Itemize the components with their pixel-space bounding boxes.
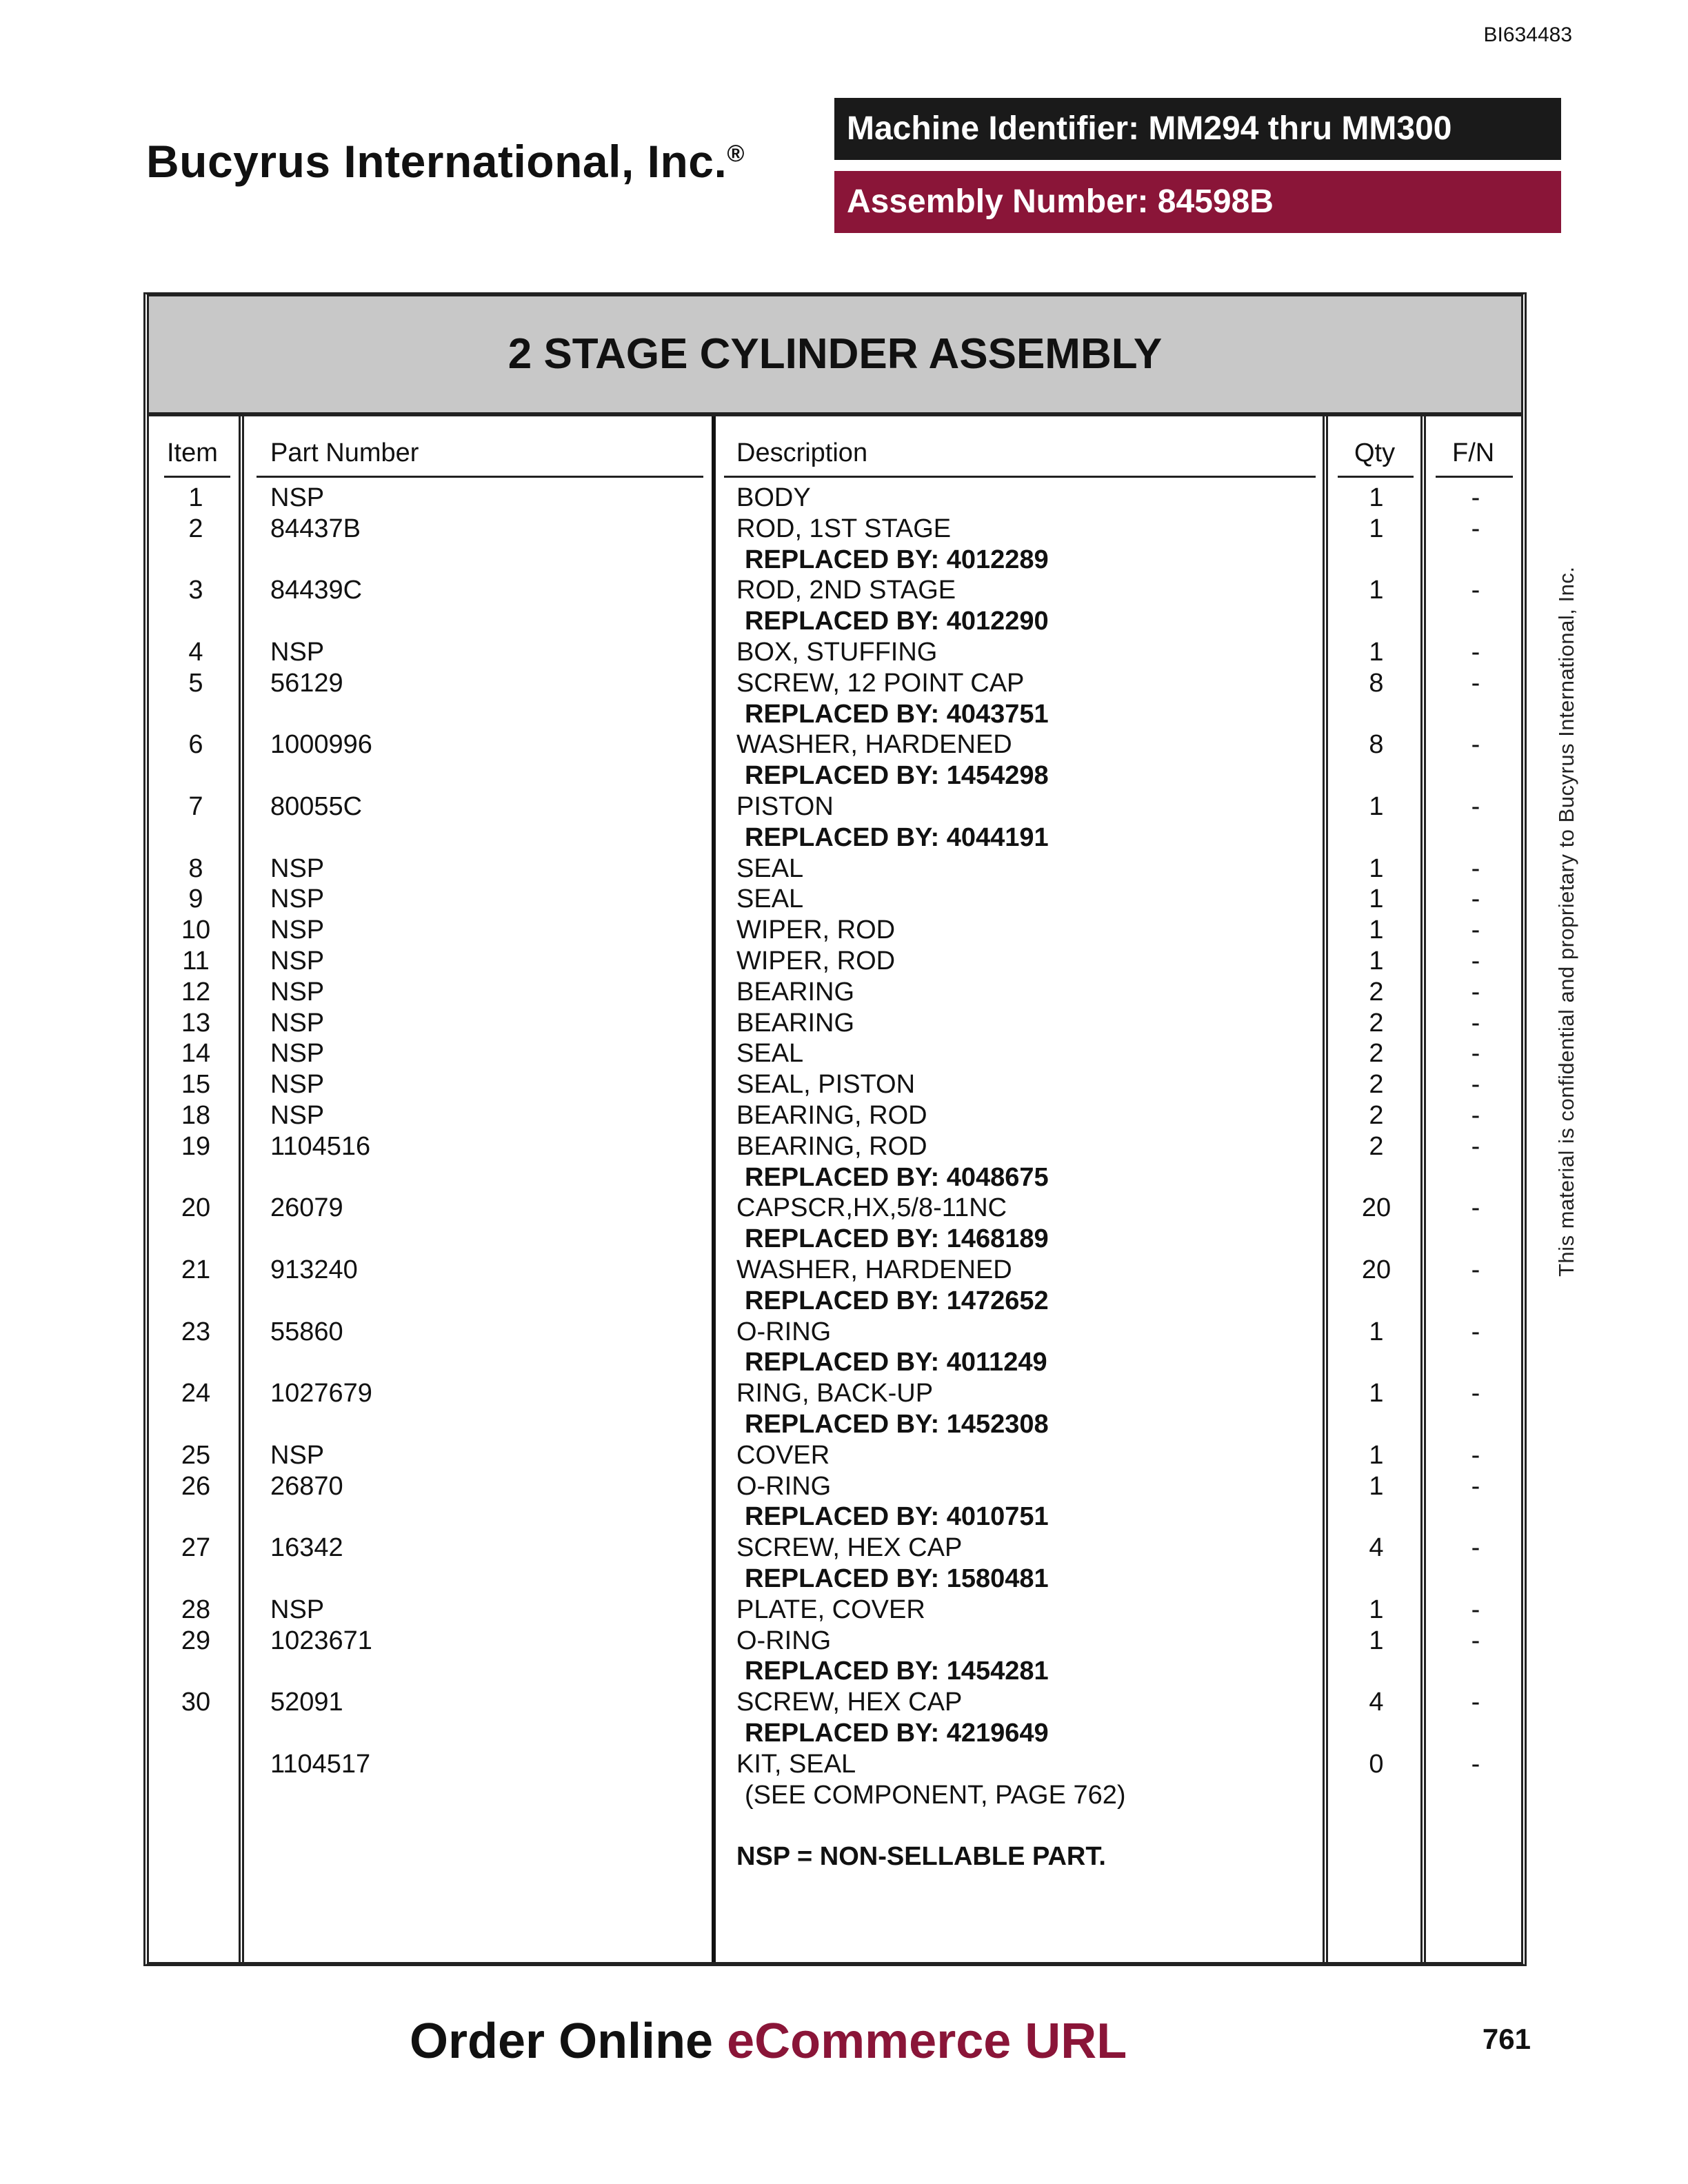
part-number: 80055C — [270, 792, 363, 821]
table-row — [0, 1008, 1688, 1038]
part-number: 1023671 — [270, 1626, 372, 1655]
quantity: 8 — [1369, 668, 1384, 698]
footnote: - — [1471, 792, 1480, 821]
part-number: 1027679 — [270, 1379, 372, 1408]
part-number: 1000996 — [270, 730, 372, 760]
description: WIPER, ROD — [736, 916, 896, 945]
table-row — [0, 1749, 1688, 1779]
description: WASHER, HARDENED — [736, 1255, 1012, 1284]
quantity: 8 — [1369, 730, 1384, 760]
footnote: - — [1471, 483, 1480, 512]
table-row — [0, 637, 1688, 667]
table-row — [0, 1656, 1688, 1686]
table-row — [0, 1440, 1688, 1470]
item-number: 14 — [181, 1039, 211, 1069]
table-row — [0, 514, 1688, 544]
part-number: 26870 — [270, 1471, 343, 1501]
description: COVER — [736, 1440, 830, 1470]
ecommerce-url-link[interactable]: eCommerce URL — [727, 2014, 1127, 2069]
table-row — [0, 1069, 1688, 1100]
table-row — [0, 699, 1688, 729]
description: REPLACED BY: 1468189 — [745, 1224, 1049, 1254]
assembly-title: 2 STAGE CYLINDER ASSEMBLY — [149, 296, 1521, 416]
part-number: NSP — [270, 1008, 325, 1038]
description: REPLACED BY: 4044191 — [745, 822, 1049, 852]
description: BEARING, ROD — [736, 1131, 927, 1161]
quantity: 2 — [1369, 1039, 1384, 1069]
column-header-item: Item — [167, 438, 218, 467]
description: REPLACED BY: 1580481 — [745, 1564, 1049, 1593]
quantity: 0 — [1369, 1749, 1384, 1779]
footnote: - — [1471, 1039, 1480, 1069]
quantity: 2 — [1369, 1101, 1384, 1130]
quantity: 1 — [1369, 483, 1384, 512]
header-rule — [1338, 476, 1414, 478]
page-number: 761 — [1482, 2023, 1531, 2055]
part-number: 84437B — [270, 514, 361, 543]
table-row — [0, 1224, 1688, 1254]
item-number: 18 — [181, 1101, 211, 1130]
quantity: 1 — [1369, 916, 1384, 945]
part-number: 52091 — [270, 1688, 343, 1717]
footnote: - — [1471, 1749, 1480, 1779]
part-number: NSP — [270, 853, 325, 883]
table-row — [0, 1471, 1688, 1502]
table-row — [0, 575, 1688, 605]
item-number: 6 — [188, 730, 203, 760]
footnote: - — [1471, 1626, 1480, 1655]
description: SEAL — [736, 1039, 804, 1069]
description: BEARING, ROD — [736, 1101, 927, 1130]
item-number: 19 — [181, 1131, 211, 1161]
quantity: 1 — [1369, 638, 1384, 667]
quantity: 1 — [1369, 1317, 1384, 1346]
table-row — [0, 884, 1688, 914]
footnote: - — [1471, 1008, 1480, 1038]
item-number: 13 — [181, 1008, 211, 1038]
table-row — [0, 1780, 1688, 1810]
footnote: - — [1471, 1131, 1480, 1161]
column-header-description: Description — [736, 438, 868, 467]
description: REPLACED BY: 1454298 — [745, 761, 1049, 791]
item-number: 12 — [181, 977, 211, 1007]
footnote: - — [1471, 730, 1480, 760]
description: PLATE, COVER — [736, 1595, 925, 1624]
part-number: NSP — [270, 1595, 325, 1624]
document-id: BI634483 — [1483, 23, 1572, 46]
company-name-text: Bucyrus International, Inc. — [146, 136, 727, 187]
table-row — [0, 1347, 1688, 1377]
part-number: NSP — [270, 1070, 325, 1100]
part-number: NSP — [270, 638, 325, 667]
order-online-text: Order Online — [410, 2014, 727, 2069]
quantity: 20 — [1361, 1255, 1391, 1284]
description: SEAL — [736, 853, 804, 883]
quantity: 2 — [1369, 1070, 1384, 1100]
part-number: NSP — [270, 947, 325, 975]
footnote: - — [1471, 977, 1480, 1007]
description: BODY — [736, 483, 811, 512]
table-row — [0, 1038, 1688, 1069]
part-number: 913240 — [270, 1255, 358, 1284]
description: RING, BACK-UP — [736, 1379, 934, 1408]
item-number: 10 — [181, 916, 211, 945]
footnote: - — [1471, 1255, 1480, 1284]
table-row — [0, 915, 1688, 945]
item-number: 30 — [181, 1688, 211, 1717]
footnote: - — [1471, 1317, 1480, 1346]
footnote: - — [1471, 1193, 1480, 1223]
description: SEAL, PISTON — [736, 1070, 916, 1100]
part-number: NSP — [270, 1039, 325, 1069]
description: BEARING — [736, 977, 855, 1007]
table-row — [0, 791, 1688, 822]
quantity: 1 — [1369, 792, 1384, 821]
description: ROD, 2ND STAGE — [736, 576, 956, 605]
item-number: 28 — [181, 1595, 211, 1624]
quantity: 1 — [1369, 853, 1384, 883]
table-row — [0, 1595, 1688, 1625]
column-header-fn: F/N — [1452, 438, 1495, 467]
quantity: 2 — [1369, 977, 1384, 1007]
item-number: 11 — [182, 947, 210, 975]
table-row — [0, 606, 1688, 636]
table-row — [0, 822, 1688, 853]
column-header-qty: Qty — [1354, 438, 1396, 467]
table-row — [0, 1378, 1688, 1408]
footnote: - — [1471, 1101, 1480, 1130]
item-number: 1 — [188, 483, 203, 512]
table-row — [0, 1841, 1688, 1872]
footnote: - — [1471, 884, 1480, 914]
item-number: 5 — [188, 668, 203, 698]
footnote: - — [1471, 1533, 1480, 1563]
table-row — [0, 545, 1688, 575]
table-row — [0, 729, 1688, 760]
quantity: 1 — [1369, 1471, 1384, 1501]
footnote: - — [1471, 1688, 1480, 1717]
footnote: - — [1471, 638, 1480, 667]
table-row — [0, 1718, 1688, 1748]
table-row — [0, 1317, 1688, 1347]
table-row — [0, 1810, 1688, 1841]
item-number: 7 — [188, 792, 203, 821]
footnote: - — [1471, 1070, 1480, 1100]
table-row — [0, 1409, 1688, 1439]
part-number: NSP — [270, 884, 325, 914]
description: REPLACED BY: 1472652 — [745, 1286, 1049, 1315]
quantity: 1 — [1369, 576, 1384, 605]
table-row — [0, 1255, 1688, 1285]
column-header-part-number: Part Number — [270, 438, 419, 467]
item-number: 4 — [188, 638, 203, 667]
description: BOX, STUFFING — [736, 638, 938, 667]
part-number: NSP — [270, 977, 325, 1007]
quantity: 2 — [1369, 1131, 1384, 1161]
table-row — [0, 1193, 1688, 1223]
table-row — [0, 483, 1688, 513]
quantity: 4 — [1369, 1688, 1384, 1717]
footnote: - — [1471, 514, 1480, 543]
footnote: - — [1471, 916, 1480, 945]
description: KIT, SEAL — [736, 1749, 856, 1779]
confidentiality-notice: This material is confidential and proprietary to Bucyrus International, Inc. — [1554, 566, 1578, 1277]
description: CAPSCR,HX,5/8-11NC — [736, 1193, 1007, 1223]
item-number: 8 — [188, 853, 203, 883]
table-row — [0, 760, 1688, 791]
description: REPLACED BY: 4011249 — [745, 1348, 1047, 1377]
header-rule — [164, 476, 230, 478]
part-number: 1104516 — [270, 1131, 371, 1161]
description: O-RING — [736, 1471, 832, 1501]
part-number: 16342 — [270, 1533, 343, 1563]
description: SCREW, HEX CAP — [736, 1533, 963, 1563]
item-number: 20 — [181, 1193, 211, 1223]
item-number: 29 — [181, 1626, 211, 1655]
footnote: - — [1471, 947, 1480, 975]
description: BEARING — [736, 1008, 855, 1038]
description: REPLACED BY: 1452308 — [745, 1410, 1049, 1439]
item-number: 9 — [188, 884, 203, 914]
quantity: 1 — [1369, 1595, 1384, 1624]
description: (SEE COMPONENT, PAGE 762) — [745, 1780, 1126, 1810]
table-row — [0, 1502, 1688, 1532]
description: REPLACED BY: 4010751 — [745, 1502, 1049, 1532]
description: NSP = NON-SELLABLE PART. — [736, 1842, 1106, 1872]
item-number: 3 — [188, 576, 203, 605]
item-number: 2 — [188, 514, 203, 543]
quantity: 4 — [1369, 1533, 1384, 1563]
footnote: - — [1471, 576, 1480, 605]
quantity: 2 — [1369, 1008, 1384, 1038]
item-number: 15 — [181, 1070, 211, 1100]
assembly-number: Assembly Number: 84598B — [834, 171, 1561, 233]
table-row — [0, 1286, 1688, 1316]
description: O-RING — [736, 1626, 832, 1655]
table-row — [0, 946, 1688, 976]
table-row — [0, 1533, 1688, 1563]
description: REPLACED BY: 4219649 — [745, 1719, 1049, 1748]
table-row — [0, 1100, 1688, 1131]
order-online-banner[interactable] — [410, 2013, 1127, 2070]
footnote: - — [1471, 1595, 1480, 1624]
header-rule — [257, 476, 703, 478]
table-row — [0, 977, 1688, 1007]
company-name — [146, 135, 745, 188]
part-number: NSP — [270, 1101, 325, 1130]
description: REPLACED BY: 1454281 — [745, 1657, 1049, 1686]
part-number: 84439C — [270, 576, 363, 605]
table-row — [0, 1687, 1688, 1717]
quantity: 20 — [1361, 1193, 1391, 1223]
table-row — [0, 853, 1688, 884]
header-rule — [1436, 476, 1513, 478]
footnote: - — [1471, 1440, 1480, 1470]
item-number: 26 — [181, 1471, 211, 1501]
description: WASHER, HARDENED — [736, 730, 1012, 760]
description: SCREW, HEX CAP — [736, 1688, 963, 1717]
part-number: 55860 — [270, 1317, 343, 1346]
quantity: 1 — [1369, 1626, 1384, 1655]
part-number: NSP — [270, 483, 325, 512]
item-number: 23 — [181, 1317, 211, 1346]
part-number: 26079 — [270, 1193, 343, 1223]
item-number: 24 — [181, 1379, 211, 1408]
part-number: 56129 — [270, 668, 343, 698]
registered-mark: ® — [727, 141, 745, 167]
part-number: NSP — [270, 1440, 325, 1470]
quantity: 1 — [1369, 884, 1384, 914]
footnote: - — [1471, 668, 1480, 698]
table-row — [0, 668, 1688, 698]
description: REPLACED BY: 4012289 — [745, 545, 1049, 574]
description: REPLACED BY: 4043751 — [745, 699, 1049, 729]
quantity: 1 — [1369, 1379, 1384, 1408]
part-number: 1104517 — [270, 1749, 371, 1779]
item-number: 21 — [181, 1255, 211, 1284]
description: ROD, 1ST STAGE — [736, 514, 952, 543]
table-row — [0, 1626, 1688, 1656]
footnote: - — [1471, 853, 1480, 883]
footnote: - — [1471, 1471, 1480, 1501]
quantity: 1 — [1369, 514, 1384, 543]
description: SCREW, 12 POINT CAP — [736, 668, 1025, 698]
quantity: 1 — [1369, 1440, 1384, 1470]
machine-identifier: Machine Identifier: MM294 thru MM300 — [834, 98, 1561, 160]
header-rule — [724, 476, 1316, 478]
table-row — [0, 1162, 1688, 1193]
description: SEAL — [736, 884, 804, 914]
description: WIPER, ROD — [736, 947, 896, 975]
table-row — [0, 1131, 1688, 1162]
quantity: 1 — [1369, 947, 1384, 975]
footnote: - — [1471, 1379, 1480, 1408]
description: REPLACED BY: 4012290 — [745, 607, 1049, 636]
description: REPLACED BY: 4048675 — [745, 1162, 1049, 1192]
part-number: NSP — [270, 916, 325, 945]
table-row — [0, 1564, 1688, 1594]
description: O-RING — [736, 1317, 832, 1346]
description: PISTON — [736, 792, 834, 821]
item-number: 25 — [181, 1440, 211, 1470]
item-number: 27 — [181, 1533, 211, 1563]
